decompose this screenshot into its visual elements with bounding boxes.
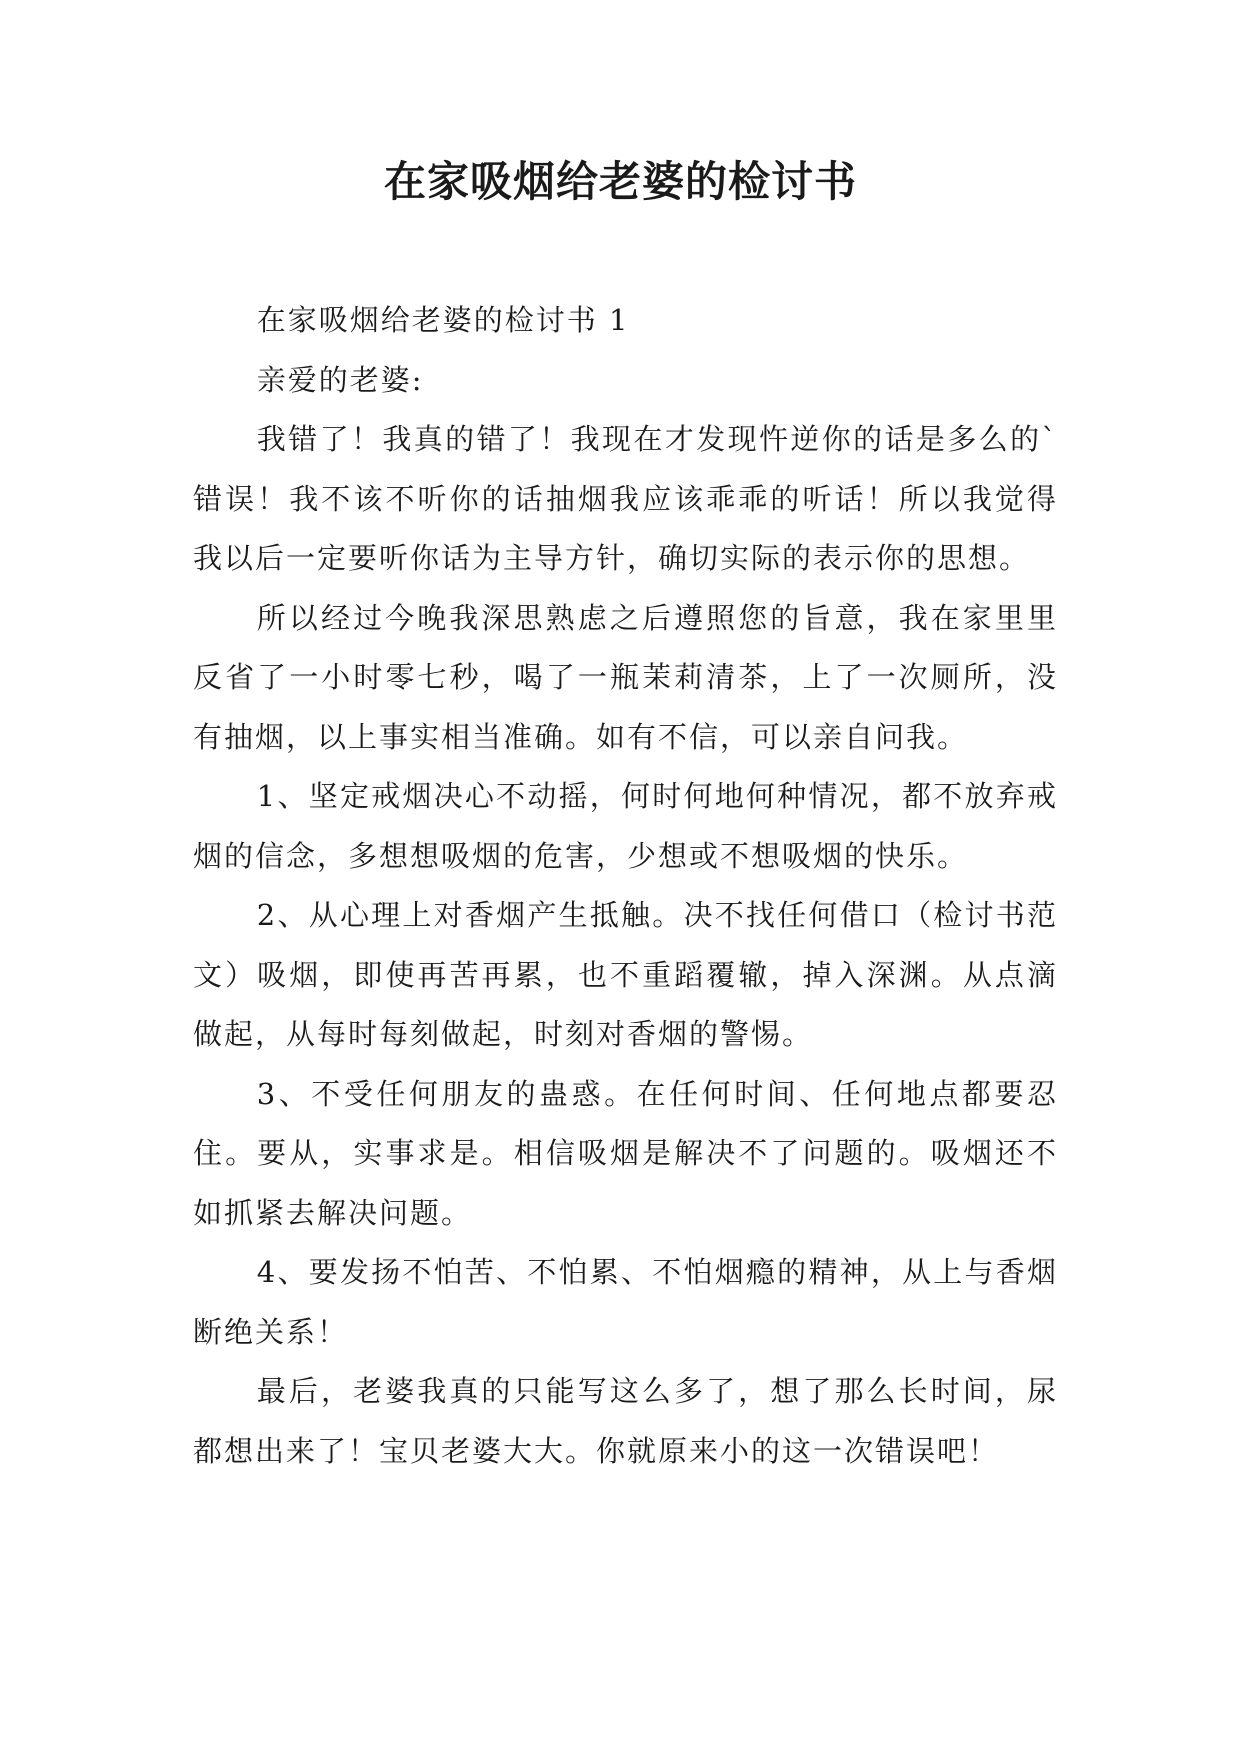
body-paragraph: 我错了！我真的错了！我现在才发现忤逆你的话是多么的`错误！我不该不听你的话抽烟我应该乖乖的听话！所以我觉得我以后一定要听你话为主导方针，确切实际的表示你的思想。 xyxy=(193,422,1058,575)
list-item-1: 1、坚定戒烟决心不动摇，何时何地何种情况，都不放弃戒烟的信念，多想想吸烟的危害，少想或不想吸烟的快乐。 xyxy=(193,779,1058,873)
list-item-4: 4、要发扬不怕苦、不怕累、不怕烟瘾的精神，从上与香烟断绝关系！ xyxy=(193,1255,1058,1349)
section-heading: 在家吸烟给老婆的检讨书 1 xyxy=(256,303,630,337)
list-item-3: 3、不受任何朋友的蛊惑。在任何时间、任何地点都要忍住。要从，实事求是。相信吸烟是解决不了问题的。吸烟还不如抓紧去解决问题。 xyxy=(193,1076,1058,1230)
body-paragraph: 所以经过今晚我深思熟虑之后遵照您的旨意，我在家里里反省了一小时零七秒，喝了一瓶茉莉清茶，上了一次厕所，没有抽烟，以上事实相当准确。如有不信，可以亲自问我。 xyxy=(193,600,1058,754)
salutation: 亲爱的老婆: xyxy=(256,362,424,397)
list-item-2: 2、从心理上对香烟产生抵触。决不找任何借口（检讨书范文）吸烟，即使再苦再累，也不重蹈覆辙，掉入深渊。从点滴做起，从每时每刻做起，时刻对香烟的警惕。 xyxy=(193,898,1058,1051)
closing-paragraph: 最后，老婆我真的只能写这么多了，想了那么长时间，尿都想出来了！宝贝老婆大大。你就原来小的这一次错误吧！ xyxy=(193,1374,1058,1468)
document-body xyxy=(193,291,1058,1481)
document-title: 在家吸烟给老婆的检讨书 xyxy=(383,157,857,206)
